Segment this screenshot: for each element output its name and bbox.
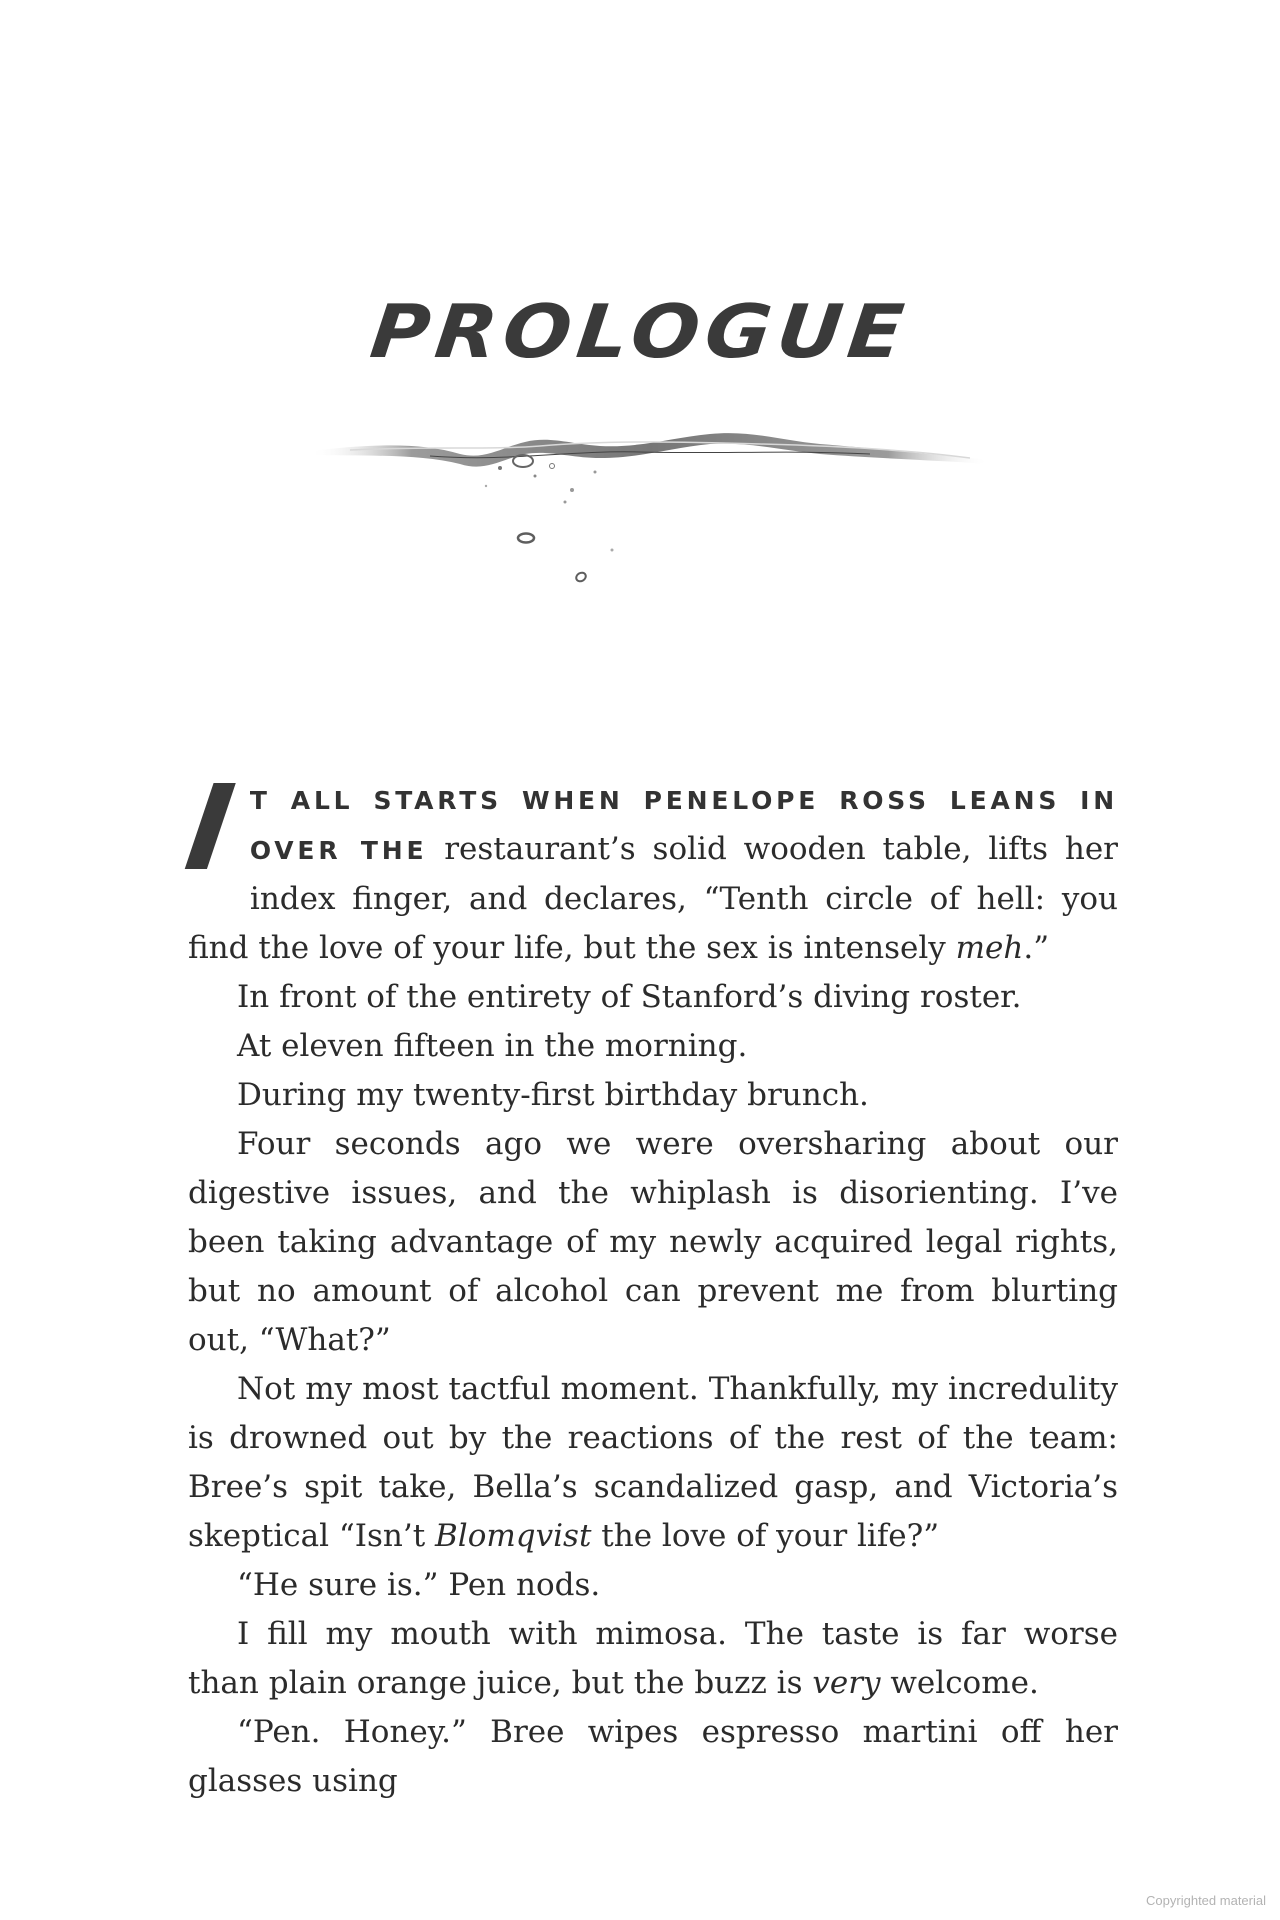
paragraph: “Pen. Honey.” Bree wipes espresso martini off her glasses using [188,1714,1118,1799]
drop-cap: I [178,759,242,897]
text-segment: Not my most tactful moment. Thankfully, my incredulity is drowned out by the reactions of the rest of the team: Bree’s spit take, Bella’s scandalized gasp, and Victoria’s skeptical “Isn’t [188,1371,1118,1554]
paragraph: “He sure is.” Pen nods. [237,1567,601,1603]
opening-end: .” [1023,930,1050,966]
emphasis-meh: meh [955,930,1024,966]
opening-text: restaurant’s solid wooden table, lifts her index finger, and declares, “Tenth circle of hell: you find the love of your life, but the sex is intensely [188,831,1118,966]
paragraph: During my twenty-first birthday brunch. [237,1077,869,1113]
opening-paragraph [178,759,1118,973]
text-segment: welcome. [880,1665,1039,1701]
prose-text [178,759,1118,1806]
paragraph: In front of the entirety of Stanford’s diving roster. [237,979,1022,1015]
text-segment: I fill my mouth with mimosa. The taste is far worse than plain orange juice, but the buzz is [188,1616,1118,1701]
paragraph: At eleven fifteen in the morning. [237,1028,748,1064]
paragraph: Four seconds ago we were oversharing about our digestive issues, and the whiplash is disorienting. I’ve been taking advantage of my newly acquired legal rights, but no amount of alcohol can prevent me from blurting out, “What?” [188,1126,1118,1358]
small-caps-lead: T ALL STARTS WHEN PENELOPE ROSS LEANS IN OVER THE [249,786,1118,865]
emphasis-blomqvist: Blomqvist [435,1518,592,1554]
paragraph [188,1365,1118,1561]
water-splash-ornament [310,420,990,600]
copyright-notice: Copyrighted material [1146,1893,1266,1908]
paragraph [188,1610,1118,1708]
chapter-title: PROLOGUE [366,288,914,375]
emphasis-very: very [812,1665,881,1701]
text-segment: the love of your life?” [591,1518,940,1554]
